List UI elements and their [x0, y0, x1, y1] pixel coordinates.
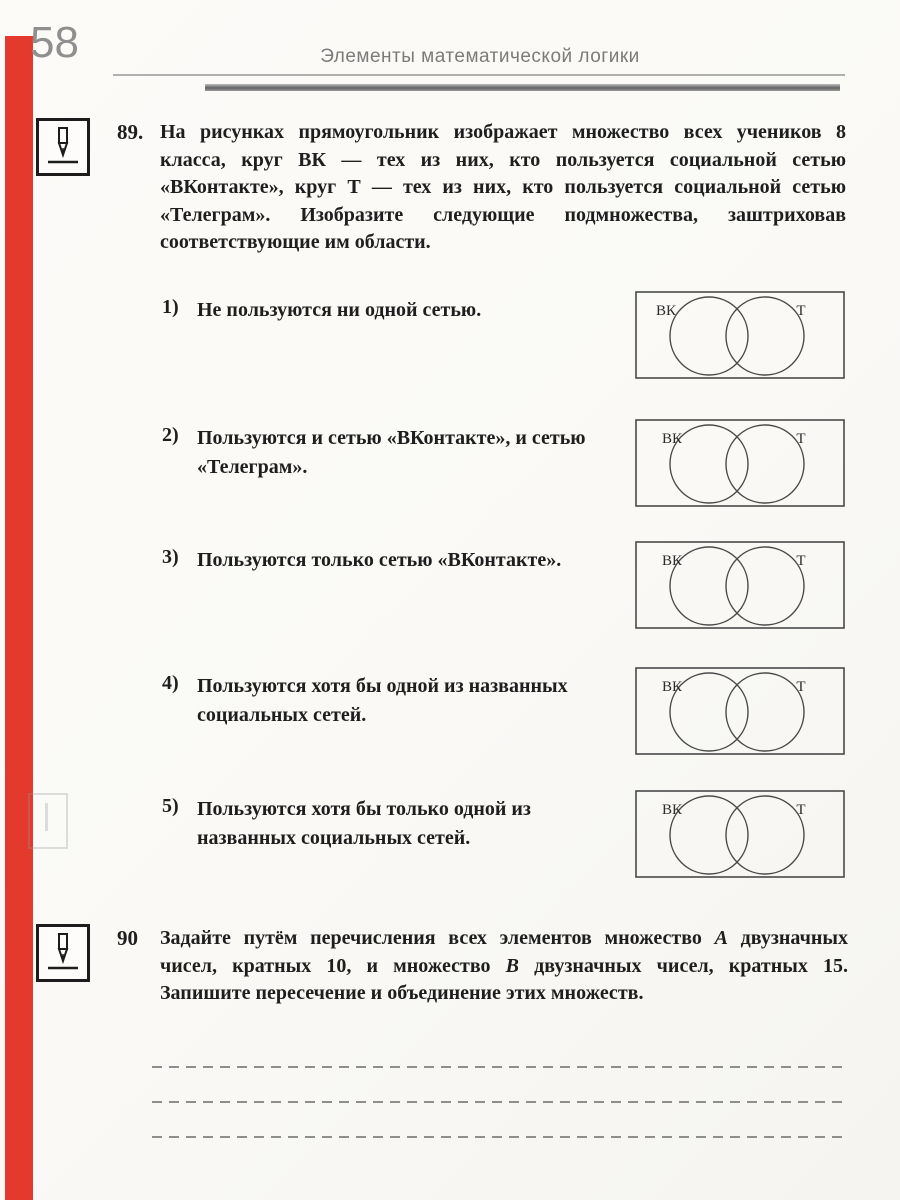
venn-right-label: Т — [796, 303, 806, 319]
item-number: 5) — [162, 795, 179, 817]
item-text: Пользуются и сетью «ВКонтакте», и сетью «Телеграм». — [197, 427, 586, 478]
venn-diagram-1[interactable] — [635, 291, 845, 379]
item-text: Не пользуются ни одной сетью. — [197, 299, 482, 321]
set-a-variable: A — [714, 927, 728, 949]
venn-left-label: ВК — [655, 303, 677, 319]
item-number: 1) — [162, 296, 179, 318]
item-number: 4) — [162, 672, 179, 694]
pencil-task-icon — [36, 118, 90, 176]
item-text: Пользуются только сетью «ВКонтакте». — [197, 549, 562, 571]
header-rule-thick — [205, 84, 840, 91]
venn-left-label: ВК — [661, 553, 683, 569]
venn-right-label: Т — [796, 802, 806, 818]
venn-circle-t — [726, 796, 804, 874]
task-89-number: 89. — [117, 120, 144, 144]
item-number: 2) — [162, 424, 179, 446]
task-90-text-part1: Задайте путём перечисления всех элементов множество — [160, 927, 715, 949]
answer-line-3[interactable] — [152, 1136, 848, 1138]
pencil-icon — [42, 124, 84, 170]
venn-diagram-4[interactable] — [635, 667, 845, 755]
page-edge-stripe — [5, 36, 33, 1200]
pencil-icon — [42, 930, 84, 976]
task-90-text-part2: двузначных чисел, кратных 10, и множество — [160, 927, 848, 977]
answer-line-2[interactable] — [152, 1101, 848, 1103]
venn-left-label: ВК — [661, 431, 683, 447]
item-text: Пользуются хотя бы одной из названных социальных сетей. — [197, 675, 568, 726]
venn-circle-t — [726, 425, 804, 503]
venn-diagram-3[interactable] — [635, 541, 845, 629]
venn-circle-t — [726, 673, 804, 751]
answer-line-1[interactable] — [152, 1066, 848, 1068]
page-number: 58 — [30, 18, 79, 67]
venn-right-label: Т — [796, 679, 806, 695]
task-90-number: 90 — [117, 926, 138, 950]
task-90-statement — [160, 925, 848, 1008]
pencil-task-icon — [36, 924, 90, 982]
scan-ghost-artifact — [28, 793, 68, 849]
header-rule-thin — [113, 74, 845, 76]
task-90-text-part3: двузначных чисел, кратных 15. Запишите пересечение и объединение этих множеств. — [160, 954, 849, 1004]
venn-circle-t — [726, 297, 804, 375]
item-number: 3) — [162, 546, 179, 568]
venn-diagram-2[interactable] — [635, 419, 845, 507]
venn-left-label: ВК — [661, 802, 683, 818]
venn-right-label: Т — [796, 553, 806, 569]
chapter-header: Элементы математической логики — [320, 46, 640, 67]
task-89-statement: На рисунках прямоугольник изображает множество всех учеников 8 класса, круг ВК — тех из них, кто пользуется социальной сетью «ВКонтакте», круг Т — тех из них, кто пользуется социальной сетью «Телеграм». Изобразите следующие подмножества, заштриховав соответствующие им области. — [160, 121, 846, 253]
venn-right-label: Т — [796, 431, 806, 447]
venn-circle-t — [726, 547, 804, 625]
venn-diagram-5[interactable] — [635, 790, 845, 878]
venn-left-label: ВК — [661, 679, 683, 695]
item-text: Пользуются хотя бы только одной из названных социальных сетей. — [197, 798, 531, 849]
set-b-variable: B — [505, 954, 519, 977]
